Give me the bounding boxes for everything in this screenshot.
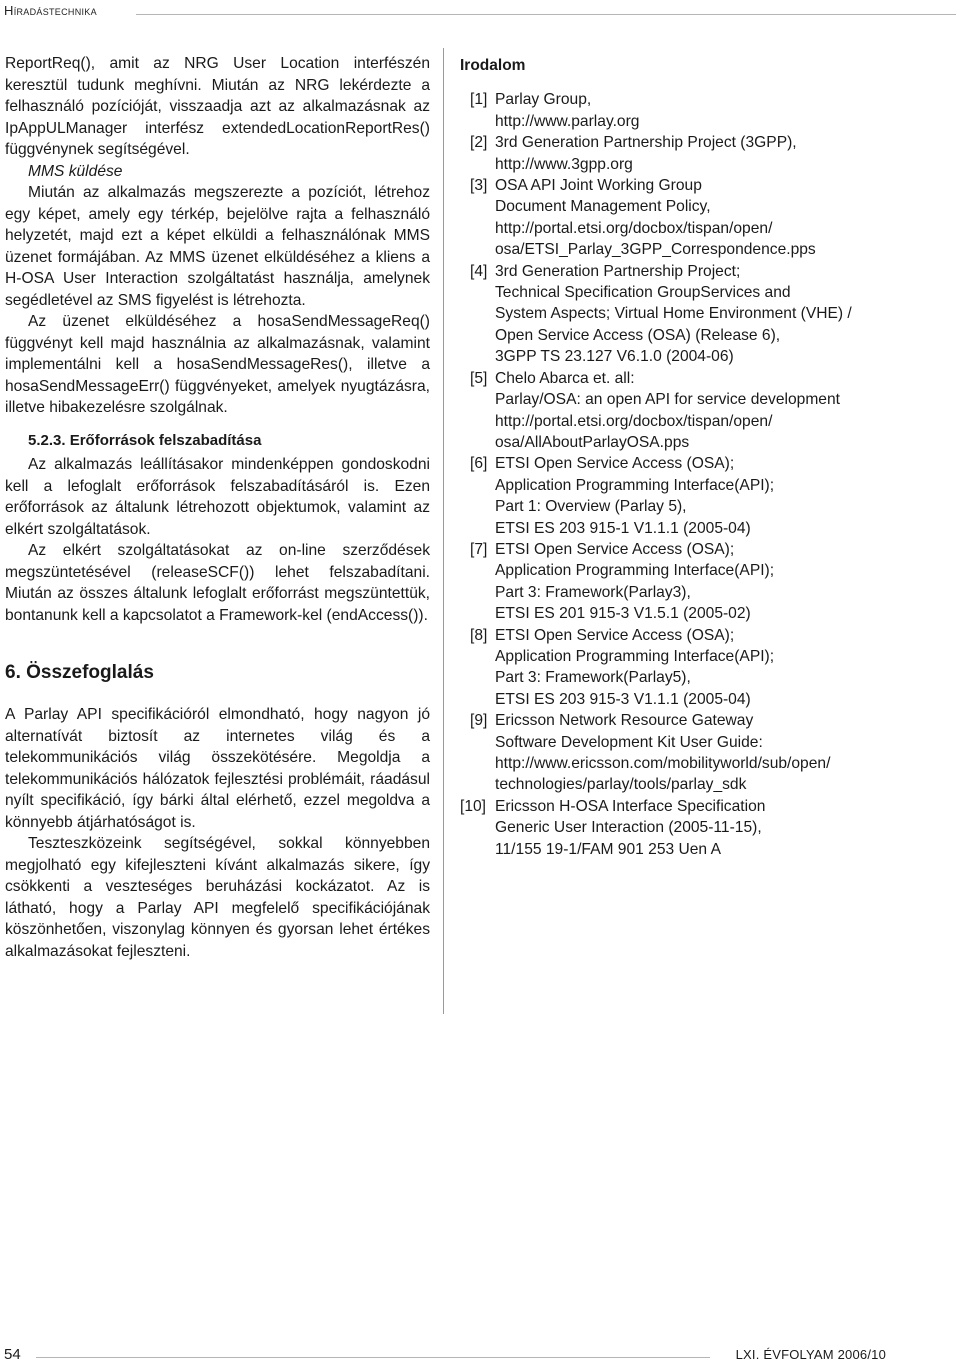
left-column	[5, 53, 430, 962]
reference-number: [4]	[470, 262, 488, 280]
column-divider	[443, 48, 444, 1014]
reference-line: Parlay Group,	[495, 91, 592, 109]
reference-number: [5]	[470, 369, 488, 387]
reference-item	[460, 796, 940, 860]
reference-line: http://www.ericsson.com/mobilityworld/sub/open/	[495, 755, 831, 772]
paragraph-resources-release: Az alkalmazás leállításakor mindenképpen gondoskodni kell a lefoglalt erőforrások felszabadításáról is. Ezen erőforrások az általunk létrehozott objektumok, valamint az elkért szolgáltatások.	[5, 456, 430, 538]
page-footer	[0, 1346, 960, 1364]
references-list	[460, 89, 940, 860]
reference-line: ETSI ES 203 915-1 V1.1.1 (2005-04)	[495, 519, 751, 537]
page-header	[0, 0, 960, 24]
reference-line: ETSI Open Service Access (OSA);	[495, 540, 735, 558]
reference-line: Application Programming Interface(API);	[495, 647, 775, 665]
paragraph-mms-create: Miután az alkalmazás megszerezte a pozíciót, létrehoz egy képet, amely egy térkép, bejelölve rajta a felhasználó helyzetét, majd ezt a képet elküldi a felhasználónak MMS üzenet formájában. Az MMS üzenet elküldéséhez a kliens a H-OSA User Interaction szolgáltatást használja, amelynek segédletével az SMS figyelést is létrehozta.	[5, 184, 430, 309]
reference-line: 3rd Generation Partnership Project (3GPP),	[495, 134, 797, 152]
reference-line: Open Service Access (OSA) (Release 6),	[495, 326, 781, 344]
references-column	[460, 55, 940, 860]
reference-line: osa/AllAboutParlayOSA.pps	[495, 433, 690, 451]
reference-line: Application Programming Interface(API);	[495, 476, 775, 494]
reference-line: 3GPP TS 23.127 V6.1.0 (2004-06)	[495, 348, 734, 366]
reference-line: ETSI ES 201 915-3 V1.5.1 (2005-02)	[495, 605, 751, 623]
reference-line: 11/155 19-1/FAM 901 253 Uen A	[495, 840, 721, 858]
reference-item	[460, 625, 940, 711]
paragraph-summary-1: A Parlay API specifikációról elmondható, hogy nagyon jó alternatívát biztosít az internetes világ és a telekommunikációs világ összekötésére. Megoldja a telekommunikációs hálózatok fejlesztési problémáit, ráadásul nyílt specifikáció, így bárki által elérhető, ezzel megoldva a könnyebb átjárhatóságot is.	[5, 706, 430, 831]
reference-line: ETSI Open Service Access (OSA);	[495, 626, 735, 644]
reference-line: osa/ETSI_Parlay_3GPP_Correspondence.pps	[495, 241, 816, 259]
paragraph-location-report: ReportReq(), amit az NRG User Location interfészén keresztül tudunk meghívni. Miután az NRG lekérdezte a felhasználó pozícióját, visszaadja azt az alkalmazásnak az IpAppULManager interfész extendedLocationReportRes() függvénynek segítségével.	[5, 55, 430, 158]
reference-line: Part 3: Framework(Parlay3),	[495, 583, 691, 601]
reference-number: [6]	[470, 455, 488, 473]
subsection-title: 5.2.3. Erőforrások felszabadítása	[28, 431, 262, 449]
reference-line: http://www.3gpp.org	[495, 155, 633, 173]
reference-number: [10]	[460, 797, 487, 815]
references-heading: Irodalom	[460, 57, 526, 74]
reference-number: [9]	[470, 712, 488, 730]
reference-item	[460, 368, 940, 454]
reference-line: Software Development Kit User Guide:	[495, 733, 763, 751]
page-number: 54	[4, 1346, 21, 1363]
reference-line: technologies/parlay/tools/parlay_sdk	[495, 776, 747, 794]
reference-item	[460, 453, 940, 539]
reference-line: Chelo Abarca et. all:	[495, 369, 635, 387]
paragraph-summary-2: Teszteszközeink segítségével, sokkal könnyebben megjolható egy kifejleszteni kívánt alkalmazás sikere, így csökkenti a veszteséges beruházási kockázatot. Az is látható, hogy a Parlay API megfelelő specifikációjának köszönhetően, viszonylag könnyen és gyorsan lehet értékes alkalmazásokat fejleszteni.	[5, 835, 430, 960]
journal-title: Híradástechnika	[4, 3, 97, 18]
reference-line: Ericsson Network Resource Gateway	[495, 712, 754, 730]
reference-line: Technical Specification GroupServices and	[495, 284, 791, 302]
reference-line: Part 1: Overview (Parlay 5),	[495, 498, 687, 516]
reference-line: http://www.parlay.org	[495, 112, 640, 130]
reference-item	[460, 261, 940, 368]
mms-heading: MMS küldése	[28, 162, 123, 180]
reference-number: [8]	[470, 626, 488, 644]
reference-line: Generic User Interaction (2005-11-15),	[495, 819, 762, 837]
reference-line: Parlay/OSA: an open API for service development	[495, 391, 840, 409]
header-rule	[136, 14, 956, 15]
reference-number: [1]	[470, 91, 488, 109]
reference-line: http://portal.etsi.org/docbox/tispan/open/	[495, 219, 773, 237]
paragraph-mms-send: Az üzenet elküldéséhez a hosaSendMessageReq() függvényt kell majd használnia az alkalmazásnak, valamint implementálni kell a hosaSendMessageRes(), illetve a hosaSendMessageErr() függvényeket, amelyek nyugtázásra, illetve hibakezelésre szolgálnak.	[5, 313, 430, 416]
volume-issue: LXI. ÉVFOLYAM 2006/10	[735, 1347, 886, 1362]
reference-line: http://portal.etsi.org/docbox/tispan/open/	[495, 412, 773, 430]
reference-line: ETSI Open Service Access (OSA);	[495, 455, 735, 473]
reference-line: Part 3: Framework(Parlay5),	[495, 669, 691, 687]
paragraph-release-scf: Az elkért szolgáltatásokat az on-line szerződések megszüntetésével (releaseSCF()) lehet felszabadítani. Miután az összes általunk lefoglalt erőforrást megszüntettük, bontanunk kell a kapcsolatot a Framework-kel (endAccess()).	[5, 542, 430, 624]
section-title: 6. Összefoglalás	[5, 662, 154, 683]
footer-rule	[36, 1357, 710, 1358]
reference-line: Document Management Policy,	[495, 198, 711, 216]
reference-line: Application Programming Interface(API);	[495, 562, 775, 580]
reference-line: 3rd Generation Partnership Project;	[495, 262, 741, 280]
reference-item	[460, 175, 940, 261]
reference-line: ETSI ES 203 915-3 V1.1.1 (2005-04)	[495, 690, 751, 708]
reference-line: System Aspects; Virtual Home Environment (VHE) /	[495, 305, 852, 323]
reference-number: [7]	[470, 540, 488, 558]
reference-number: [3]	[470, 177, 488, 195]
reference-item	[460, 132, 940, 175]
reference-item	[460, 710, 940, 796]
reference-line: Ericsson H-OSA Interface Specification	[495, 797, 766, 815]
reference-line: OSA API Joint Working Group	[495, 177, 702, 195]
reference-item	[460, 89, 940, 132]
reference-item	[460, 539, 940, 625]
reference-number: [2]	[470, 134, 488, 152]
